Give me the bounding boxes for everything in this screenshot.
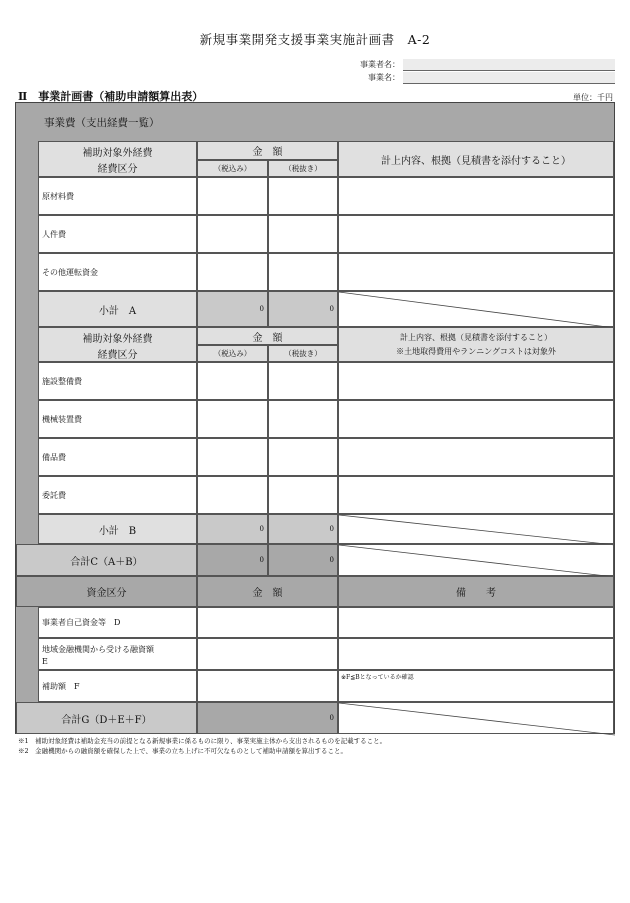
table-a-excl-tax-header: （税抜き） [268, 160, 338, 177]
table-a-amount-header: 金 額 [197, 141, 338, 160]
table-b-row-label: 備品費 [38, 438, 197, 476]
total-g-amount: 0 [197, 702, 338, 734]
funding-row-amount-input[interactable] [197, 670, 338, 702]
total-c-excl: 0 [268, 544, 338, 576]
operator-name-label: 事業者名： [360, 60, 400, 69]
footnotes [18, 736, 386, 756]
funding-row-remark-input[interactable] [338, 670, 614, 702]
funding-row-label: 事業者自己資金等 D [38, 607, 197, 638]
subtotal-a-basis-void [338, 291, 614, 327]
table-b-incl-tax-header: （税込み） [197, 345, 268, 362]
subtotal-a-label: 小計 A [38, 291, 197, 327]
table-a-row-excl-input[interactable] [268, 177, 338, 215]
funding-row-label: 補助額 F [38, 670, 197, 702]
table-a-incl-tax-header: （税込み） [197, 160, 268, 177]
table-b-row-excl-input[interactable] [268, 362, 338, 400]
table-b-category-line1: 補助対象外経費 [82, 334, 153, 345]
table-b-row-basis-input[interactable] [338, 400, 614, 438]
table-a-category-header [38, 141, 197, 177]
operator-name-row [355, 59, 615, 72]
diagonal-strike [339, 515, 615, 545]
section-title: Ⅱ 事業計画書（補助申請額算出表） [18, 90, 204, 103]
table-b-row-label: 機械装置費 [38, 400, 197, 438]
table-a-row-label: その他運転資金 [38, 253, 197, 291]
total-g-remark-void [338, 702, 614, 734]
document-title: 新規事業開発支援事業実施計画書 A-2 [199, 32, 431, 47]
gutter [16, 141, 38, 544]
table-b-row-incl-input[interactable] [197, 362, 268, 400]
table-a-row-incl-input[interactable] [197, 253, 268, 291]
table-b-category-header [38, 327, 197, 362]
funding-row-remark-input[interactable] [338, 607, 614, 638]
table-b-row-incl-input[interactable] [197, 476, 268, 514]
table-b-row-excl-input[interactable] [268, 476, 338, 514]
funding-category-header: 資金区分 [16, 576, 197, 607]
subtotal-a-excl: 0 [268, 291, 338, 327]
subtotal-b-incl: 0 [197, 514, 268, 544]
operator-name-field[interactable] [403, 59, 615, 71]
funding-row-remark-input[interactable] [338, 638, 614, 670]
subtotal-a-incl: 0 [197, 291, 268, 327]
table-b-row-label: 委託費 [38, 476, 197, 514]
subtotal-b-label: 小計 B [38, 514, 197, 544]
table-a-row-excl-input[interactable] [268, 215, 338, 253]
table-b-category-line2: 経費区分 [97, 350, 138, 361]
table-a-basis-header: 計上内容、根拠（見積書を添付すること） [338, 141, 614, 177]
table-b-row-incl-input[interactable] [197, 400, 268, 438]
subtotal-b-basis-void [338, 514, 614, 544]
table-b-row-incl-input[interactable] [197, 438, 268, 476]
table-a-category-line2: 経費区分 [97, 164, 138, 175]
table-b-basis-line2: ※土地取得費用やランニングコストは対象外 [396, 347, 556, 356]
table-b-row-basis-input[interactable] [338, 476, 614, 514]
funding-row-label [38, 638, 197, 670]
table-a-row-basis-input[interactable] [338, 215, 614, 253]
total-c-basis-void [338, 544, 614, 576]
table-a-row-label: 人件費 [38, 215, 197, 253]
funding-row-amount-input[interactable] [197, 638, 338, 670]
table-a-row-excl-input[interactable] [268, 253, 338, 291]
funding-amount-header: 金 額 [197, 576, 338, 607]
diagonal-strike [339, 703, 615, 735]
project-name-field[interactable] [403, 72, 615, 84]
table-a-row-basis-input[interactable] [338, 253, 614, 291]
table-b-row-basis-input[interactable] [338, 438, 614, 476]
table-b-basis-header [338, 327, 614, 362]
table-a-category-line1: 補助対象外経費 [82, 148, 153, 159]
table-b-excl-tax-header: （税抜き） [268, 345, 338, 362]
unit-label: 単位：千円 [573, 93, 613, 102]
gutter [16, 607, 38, 702]
subtotal-b-excl: 0 [268, 514, 338, 544]
table-b-row-excl-input[interactable] [268, 438, 338, 476]
project-name-label: 事業名： [368, 73, 400, 82]
table-b-row-excl-input[interactable] [268, 400, 338, 438]
project-name-row [355, 72, 615, 85]
footnote: ※1 補助対象経費は補助金充当の前提となる新規事業に係るものに限り、事業実施主体から支出されるものを記載すること。 [18, 737, 387, 745]
table-b-row-basis-input[interactable] [338, 362, 614, 400]
diagonal-strike [339, 545, 615, 577]
expense-section-title: 事業費（支出経費一覧） [16, 103, 614, 141]
funding-row-label-line2: E [42, 657, 48, 666]
funding-row-label-line1: 地域金融機関から受ける融資額 [42, 645, 154, 654]
table-b-basis-line1: 計上内容、根拠（見積書を添付すること） [400, 333, 552, 342]
table-a-row-incl-input[interactable] [197, 177, 268, 215]
funding-remarks-header: 備 考 [338, 576, 614, 607]
table-a-row-incl-input[interactable] [197, 215, 268, 253]
funding-row-amount-input[interactable] [197, 607, 338, 638]
table-a-row-label: 原材料費 [38, 177, 197, 215]
total-g-label: 合計G（D＋E＋F） [16, 702, 197, 734]
diagonal-strike [339, 292, 615, 328]
table-b-row-label: 施設整備費 [38, 362, 197, 400]
total-c-label: 合計C（A＋B） [16, 544, 197, 576]
total-c-incl: 0 [197, 544, 268, 576]
table-b-amount-header: 金 額 [197, 327, 338, 345]
funding-remark-note: ※F≦Bとなっているか確認 [341, 674, 414, 681]
footnote: ※2 金融機関からの融資額を確保した上で、事業の立ち上げに不可欠なものとして補助申請額を算出すること。 [18, 747, 348, 755]
table-a-row-basis-input[interactable] [338, 177, 614, 215]
